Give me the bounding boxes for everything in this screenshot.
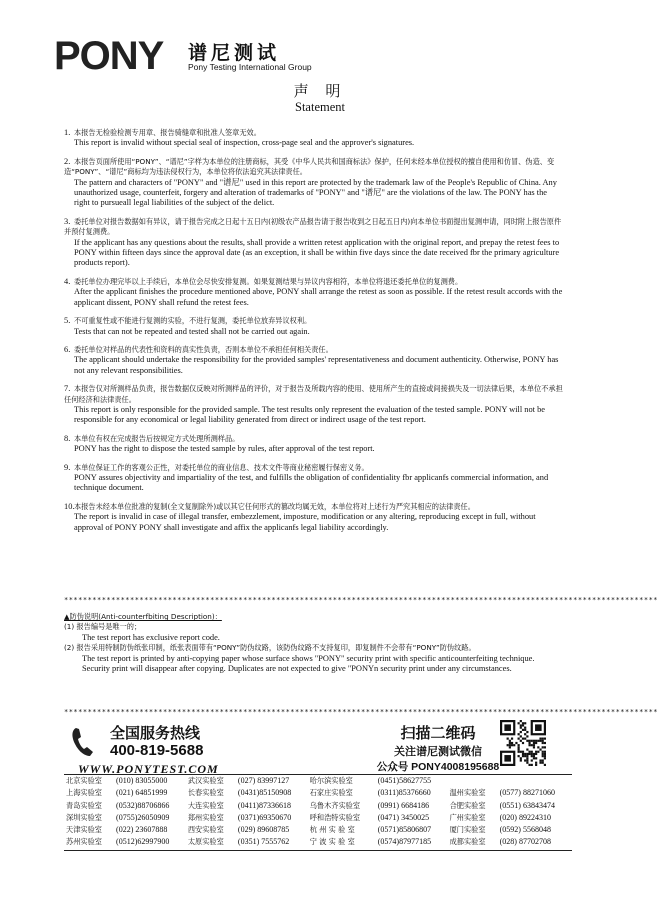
lab-name: 上海实验室 [66,788,102,798]
statement-item [64,217,564,269]
lab-name: 苏州实验室 [66,837,102,847]
lab-phone [498,775,572,787]
website-link[interactable]: WWW.PONYTEST.COM [78,762,219,776]
statement-item-cn-text: 本报告仅对所测样品负责，报告数据仅反映对所测样品的评价，对于报告及所载内容的使用、使用所产生的直接或间接损失及一切法律后果，本单位不承担任何经济和法律责任。 [64,384,563,404]
statement-item-number: 10. [64,501,75,511]
hotline-phone: 400-819-5688 [110,742,204,759]
lab-phone: (0574)87977185 [377,837,432,847]
statement-items [64,128,564,541]
anti-point-2-cn: (2) 报告采用特制防伪纸张印制，纸张表面带有“PONY”防伪纹路，该防伪纹路不支持复印，即复制件不会带有“PONY”防伪纹路。 [64,643,476,653]
logo-english-name: Pony Testing International Group [188,62,312,72]
lab-phone: (0592) 5568048 [499,825,551,835]
lab-name: 长春实验室 [187,788,224,798]
statement-item-number: 8. [64,433,71,443]
lab-name: 石家庄实验室 [309,788,353,798]
lab-name: 宁 波 实 验 室 [309,837,355,847]
lab-name [448,775,498,787]
statement-item-number: 3. [64,216,71,226]
statement-item-en: PONY has the right to dispose the tested sample by rules, after approval of the test report. [74,444,375,454]
statement-item-en: PONY assures objectivity and impartiality of the test, and fulfills the obligation of confidentiality fbr applicanfs commercial information, and technique document. [74,472,549,493]
statement-item-en: The report is invalid in case of illegal transfer, embezzlement, imposture, modification or any altering, reproducing except in full, without approval of PONY PONY shall investigate and affix the applicanfs legal liability accordingly. [74,512,536,532]
lab-name: 太原实验室 [187,837,224,847]
statement-item [64,434,564,455]
statement-item [64,384,564,426]
lab-phone: (0532)88706866 [116,800,170,810]
lab-name: 武汉实验室 [187,776,224,785]
statement-item-cn-text: 本单位保证工作的客观公正性，对委托单位的商业信息、技术文件等商业秘密履行保密义务。 [74,462,369,472]
statement-item-cn [64,128,564,138]
lab-phone: (0577) 88271060 [499,788,555,798]
statement-item-number: 1. [64,128,71,137]
statement-item-cn-text: 本单位有权在完成报告后按规定方式处理所测样品。 [74,433,240,443]
anti-point-2-en: The test report is printed by anti-copying paper whose surface shows "PONY" security print with specific anticounterfeiting technique. Security print will disappear after copying. Duplicates are not expected to give "PONYn security print under any circumstances. [82,653,535,674]
lab-phone: (0411)87336618 [237,800,291,810]
lab-name: 呼和浩特实验室 [309,812,361,822]
statement-item-cn-text: 本报告未经本单位批准的复制(全文复制除外)或以其它任何形式的篡改均属无效，本单位将对上述行为严究其相应的法律责任。 [74,501,475,511]
statement-item-cn [64,345,564,355]
statement-item-number: 6. [64,344,71,354]
lab-phone: (021) 64851999 [116,788,168,798]
anti-heading: ▲防伪说明(Anti-counterfbiting Description)： [64,612,222,621]
statement-item-cn [64,277,564,287]
statement-item-cn-text: 不可重复性或不能进行复测的实验，不进行复测，委托单位放弃异议权利。 [74,316,312,326]
company-logo [54,34,312,78]
statement-item-number: 4. [64,276,71,286]
lab-phone: (0451)58627755 [377,776,432,785]
statement-item-cn [64,502,564,512]
lab-phone: (0551) 63843474 [499,800,555,810]
lab-phone: (022) 23607888 [116,825,168,835]
lab-name: 北京实验室 [66,776,102,785]
scan-line-3: 公众号 PONY4008195688 [376,761,500,773]
lab-name: 青岛实验室 [66,800,102,810]
statement-item-en: The applicant should undertake the responsibility for the provided samples' representativeness and document authenticity. Otherwise, PONY has not any relevant responsibilities. [74,355,559,375]
statement-item-en: This report is invalid without special seal of inspection, cross-page seal and the approver's signatures. [74,138,415,148]
lab-name: 哈尔滨实验室 [309,776,353,785]
lab-phone: (0371)69350670 [237,812,292,822]
lab-phone: (020) 89224310 [499,812,551,822]
lab-phone: (027) 83997127 [237,776,290,785]
statement-item [64,277,564,308]
statement-item [64,463,564,494]
lab-phone: (010) 83055000 [116,776,168,785]
lab-name: 深圳实验室 [66,812,102,822]
title-chinese: 声 明 [293,82,347,100]
lab-name: 乌鲁木齐实验室 [309,800,361,810]
statement-item-number: 2. [64,156,71,166]
statement-item-cn-text: 委托单位对样品的代表性和资料的真实性负责，否则本单位不承担任何相关责任。 [74,344,333,354]
statement-item [64,316,564,337]
statement-item-cn-text: 委托单位办理完毕以上手续后，本单位会尽快安排复测。如果复测结果与异议内容相符，本单位将退还委托单位的复测费。 [74,276,463,286]
anti-point-1-en: The test report has exclusive report code. [82,632,220,642]
statement-item-cn-text: 本报告页面所使用“PONY”、“谱尼”字样为本单位的注册商标，其受《中华人民共和国商标法》保护，任何未经本单位授权的擅自使用和仿冒、伪造、变造“PONY”、“谱尼”商标均为违法侵权行为，本单位将依法追究其法律责任。 [64,156,555,177]
statement-item-cn [64,316,564,326]
statement-item-cn [64,463,564,473]
statement-item-cn [64,384,564,405]
statement-item-number: 7. [64,384,71,394]
scan-line-2: 关注谱尼测试微信 [394,745,482,758]
statement-item [64,128,564,149]
lab-name: 郑州实验室 [187,812,224,822]
statement-item-number: 5. [64,316,71,326]
lab-name: 温州实验室 [449,788,486,798]
lab-name: 合肥实验室 [449,800,486,810]
lab-name: 杭 州 实 验 室 [309,825,355,835]
star-divider-bottom: ****************************************************************************************************************************** [64,708,658,716]
lab-row [64,800,572,812]
lab-name: 大连实验室 [187,800,224,810]
phone-icon [70,726,100,758]
anti-counterfeiting-section [64,612,564,674]
lab-row [64,787,572,799]
laboratory-contacts [64,775,572,849]
qr-code-icon [500,720,546,766]
statement-item [64,157,564,209]
statement-item-cn [64,217,564,238]
lab-name: 西安实验室 [187,825,224,835]
lab-phone: (0471) 3450025 [377,812,430,822]
statement-item [64,345,564,376]
lab-row [64,824,572,836]
lab-phone: (0571)85806807 [377,825,432,835]
statement-item-cn-text: 委托单位对报告数据如有异议，请于报告完成之日起十五日内(初级农产品报告请于报告收到之日起五日内)向本单位书面提出复测申请，同时附上报告原件并预付复测费。 [64,216,562,237]
statement-item [64,502,564,533]
lab-phone: (0351) 7555762 [237,837,290,847]
lab-phone: (028) 87702708 [499,837,551,847]
lab-phone: (0311)85376660 [377,788,431,798]
labs-bottom-rule [64,850,572,851]
lab-name: 成都实验室 [449,837,486,847]
hotline-label: 全国服务热线 [110,724,201,742]
statement-item-number: 9. [64,462,71,472]
logo-mark: PONY [54,34,164,78]
scan-line-1: 扫描二维码 [400,724,476,742]
statement-item-en: After the applicant finishes the procedure mentioned above, PONY shall arrange the retest as soon as possible. If the retest result accords with the applicant dissent, PONY shall refund the retest fees. [74,287,563,307]
anti-point-1-cn: (1) 报告编号是唯一的； [64,622,142,632]
lab-row [64,836,572,848]
statement-item-cn [64,434,564,444]
title-english: Statement [295,100,345,114]
lab-row [64,775,572,787]
statement-item-en: The pattern and characters of "PONY" and "谱尼" used in this report are protected by the trademark law of the People's Republic of China. Any unauthorized usage, counterfeit, forgery and alteration of trademarks of "PONY" and "谱尼" are the violations of the law. The PONY has the right to pursueall legal liabilities of the subject of the delict. [74,177,557,208]
statement-item-en: Tests that can not be repeated and tested shall not be carried out again. [74,326,310,336]
logo-chinese-name: 谱尼测试 [188,42,281,64]
lab-row [64,812,572,824]
lab-name: 天津实验室 [66,825,102,835]
lab-phone: (029) 89608785 [237,825,290,835]
statement-item-en: This report is only responsible for the provided sample. The test results only represent the evaluation of the tested sample. PONY will not be responsible for any economical or legal liability generated from direct or indirect usage of the test report. [74,404,545,425]
wechat-scan-info [376,722,500,774]
lab-name: 广州实验室 [449,812,486,822]
statement-item-en: If the applicant has any questions about the results, shall provide a written retest application with the original report, and prepay the retest fees to PONY within fifteen days since the approval date (as an exception, it shall be within five days since the date received fbr the primary agriculture products report). [74,237,560,268]
lab-phone: (0991) 6684186 [377,800,430,810]
lab-phone: (0431)85150908 [237,788,292,798]
statement-item-cn [64,157,564,178]
statement-item-cn-text: 本报告无检验检测专用章、报告骑缝章和批准人签章无效。 [74,128,261,137]
lab-name: 厦门实验室 [449,825,486,835]
lab-phone: (0755)26050909 [116,812,170,822]
lab-phone: (0512)62997900 [116,837,170,847]
star-divider-top: ****************************************************************************************************************************** [64,596,658,604]
